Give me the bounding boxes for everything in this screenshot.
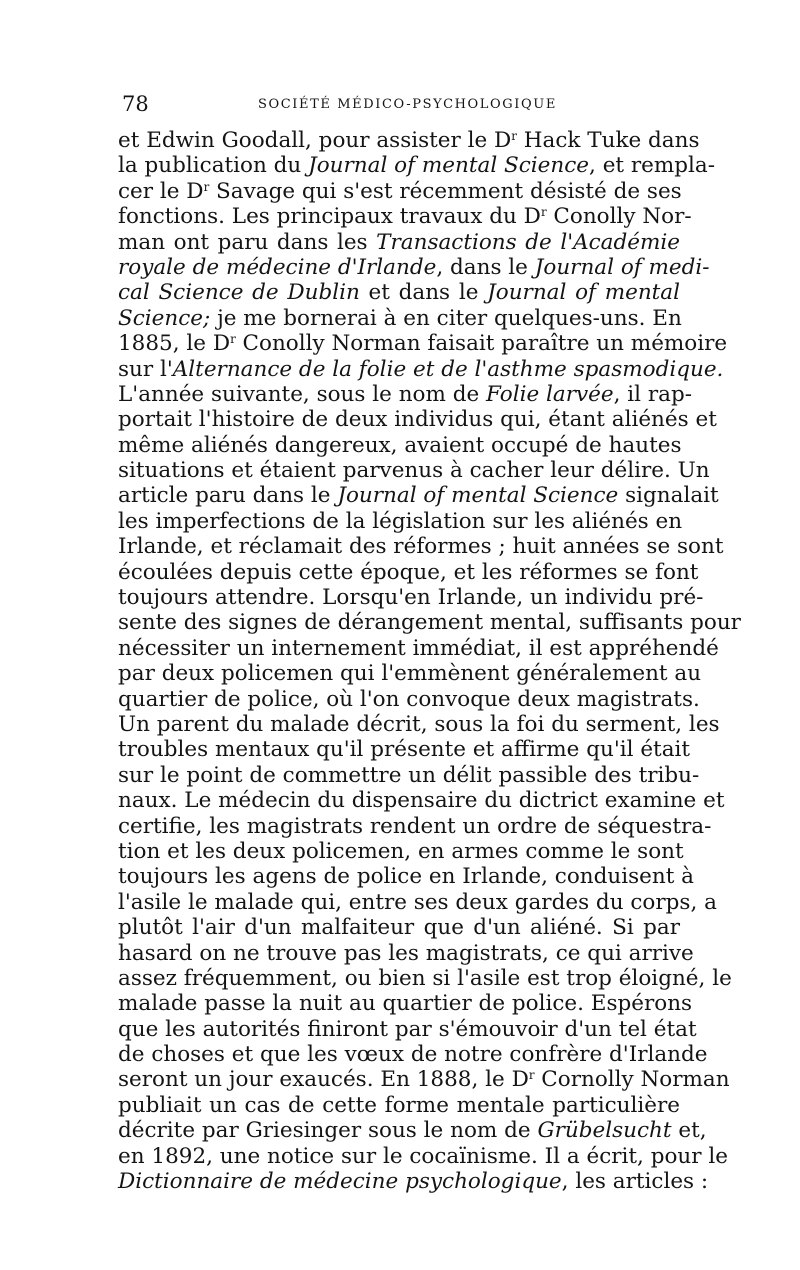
text-line <box>118 534 724 560</box>
italic-title: Dictionnaire de médecine psychologique <box>118 1169 562 1195</box>
text-run: Conolly Norman faisait paraître un mémoire <box>235 331 728 357</box>
text-run: situations et étaient parvenus à cacher leur délire. Un <box>118 458 710 484</box>
italic-title: Folie larvée <box>486 381 614 407</box>
text-line <box>118 711 720 737</box>
running-title: SOCIÉTÉ MÉDICO-PSYCHOLOGIQUE <box>258 97 557 112</box>
text-run: sente des signes de dérangement mental, suffisants pour <box>118 610 741 636</box>
text-line <box>118 686 700 712</box>
superscript: r <box>203 179 210 194</box>
text-line <box>118 889 717 915</box>
italic-title: Journal of medi- <box>534 254 710 280</box>
text-run: les imperfections de la législation sur les aliénés en <box>118 508 683 534</box>
text-run: Irlande, et réclamait des réformes ; huit années se sont <box>118 534 724 560</box>
italic-title: royale de médecine d'Irlande <box>118 254 437 280</box>
text-line <box>118 381 692 407</box>
text-line <box>118 306 680 331</box>
text-line <box>118 1042 708 1068</box>
text-run: signalait <box>618 483 719 509</box>
text-line <box>118 559 699 585</box>
text-run: publiait un cas de cette forme mentale particulière <box>118 1092 680 1118</box>
text-line <box>118 1118 707 1144</box>
text-run: troubles mentaux qu'il présente et affirme qu'il était <box>118 737 691 763</box>
text-run: toujours les agens de police en Irlande, conduisent à <box>118 864 694 890</box>
text-run: seront un jour exaucés. En 1888, le D <box>118 1067 529 1093</box>
page-number: 78 <box>122 92 149 116</box>
text-run: toujours attendre. Lorsqu'en Irlande, un individu pré- <box>118 585 704 611</box>
text-line <box>118 661 702 687</box>
text-line <box>118 458 710 484</box>
text-line <box>118 1016 697 1042</box>
text-run: , dans le <box>436 254 535 280</box>
text-run: Conolly Nor- <box>546 204 692 230</box>
text-line <box>118 991 693 1017</box>
text-line <box>118 254 710 280</box>
text-line <box>118 331 728 357</box>
text-run: naux. Le médecin du dispensaire du dictrict examine et <box>118 788 725 814</box>
text-run: que les autorités finiront par s'émouvoir d'un tel état <box>118 1016 697 1042</box>
text-line <box>118 610 741 636</box>
text-line <box>118 508 683 534</box>
text-line <box>118 813 712 839</box>
text-run: par deux policemen qui l'emmènent généralement au <box>118 661 702 687</box>
text-run: nécessiter un internement immédiat, il est appréhendé <box>118 635 719 661</box>
italic-title: cal Science de Dublin <box>118 280 360 306</box>
text-run: je me bornerai à en citer quelques-uns. En <box>210 305 682 331</box>
text-run: article paru dans le <box>118 483 338 509</box>
text-line <box>118 864 694 890</box>
text-run: malade passe la nuit au quartier de police. Espérons <box>118 991 693 1017</box>
text-run: assez fréquemment, ou bien si l'asile est trop éloigné, le <box>118 965 732 991</box>
text-run: , il rap- <box>613 381 692 407</box>
text-line <box>118 788 725 814</box>
text-line <box>118 356 724 382</box>
text-line <box>118 1067 730 1093</box>
text-line <box>118 635 719 661</box>
text-run: Un parent du malade décrit, sous la foi du serment, les <box>118 711 720 737</box>
text-line <box>118 737 691 763</box>
italic-title: Journal of mental Science <box>337 483 619 509</box>
italic-title: Transactions de l'Académie <box>376 229 680 255</box>
text-line <box>118 915 680 940</box>
text-line <box>118 940 694 966</box>
superscript: r <box>540 205 547 220</box>
text-line <box>118 179 680 204</box>
text-line <box>118 483 719 509</box>
page-header <box>118 92 680 116</box>
text-line <box>118 280 680 305</box>
text-line <box>118 407 717 433</box>
text-line <box>118 1093 680 1118</box>
text-run: , et rempla- <box>589 153 716 179</box>
superscript: r <box>230 332 236 347</box>
body-paragraph <box>118 128 741 1195</box>
text-run: et, <box>671 1118 707 1144</box>
text-run: sur l' <box>118 356 173 382</box>
italic-title: Grübelsucht <box>537 1118 672 1144</box>
text-line <box>118 230 680 255</box>
text-run: L'année suivante, sous le nom de <box>118 381 487 407</box>
text-run: en 1892, une notice sur le cocaïnisme. Il a écrit, pour le <box>118 1143 728 1169</box>
text-run: et Edwin Goodall, pour assister le D <box>118 128 512 153</box>
text-run: fonctions. Les principaux travaux du D <box>118 204 541 230</box>
text-line <box>118 128 700 153</box>
italic-title: Journal of mental Science <box>308 153 590 179</box>
text-line <box>118 204 692 230</box>
text-run: l'asile le malade qui, entre ses deux gardes du corps, a <box>118 889 717 915</box>
text-run: , les articles : <box>561 1169 709 1195</box>
superscript: r <box>528 1068 535 1083</box>
text-run: la publication du <box>118 153 309 179</box>
text-run: Cornolly Norman <box>534 1067 730 1093</box>
text-run: portait l'histoire de deux individus qui, étant aliénés et <box>118 407 717 433</box>
text-run: hasard on ne trouve pas les magistrats, ce qui arrive <box>118 940 694 966</box>
text-run: 1885, le D <box>118 331 231 357</box>
text-run: plutôt l'air d'un malfaiteur que d'un aliéné. Si par <box>118 915 680 941</box>
text-run: tion et les deux policemen, en armes comme le sont <box>118 838 684 864</box>
italic-title: Journal of mental <box>487 280 681 306</box>
text-run: man ont paru dans les <box>118 229 377 255</box>
superscript: r <box>511 128 517 143</box>
text-run: Hack Tuke dans <box>516 128 700 153</box>
text-line <box>118 433 680 458</box>
text-line <box>118 965 732 991</box>
text-run: écoulées depuis cette époque, et les réformes se font <box>118 559 699 585</box>
italic-title: Alternance de la folie et de l'asthme spasmodique. <box>172 356 724 382</box>
text-run: Savage qui s'est récemment désisté de ses <box>209 178 682 204</box>
text-run: décrite par Griesinger sous le nom de <box>118 1118 538 1144</box>
text-run: même aliénés dangereux, avaient occupé de hautes <box>118 432 682 458</box>
text-line <box>118 153 716 179</box>
text-line <box>118 585 704 611</box>
text-run: certifie, les magistrats rendent un ordre de séquestra- <box>118 813 712 839</box>
text-line <box>118 762 700 788</box>
text-run: et dans le <box>359 280 488 306</box>
text-run: quartier de police, où l'on convoque deux magistrats. <box>118 686 700 712</box>
text-run: sur le point de commettre un délit passible des tribu- <box>118 762 700 788</box>
text-run: de choses et que les vœux de notre confrère d'Irlande <box>118 1042 708 1068</box>
text-line <box>118 1143 728 1169</box>
text-line <box>118 838 684 864</box>
italic-title: Science; <box>118 305 211 331</box>
text-run: cer le D <box>118 178 204 204</box>
text-line <box>118 1169 709 1195</box>
